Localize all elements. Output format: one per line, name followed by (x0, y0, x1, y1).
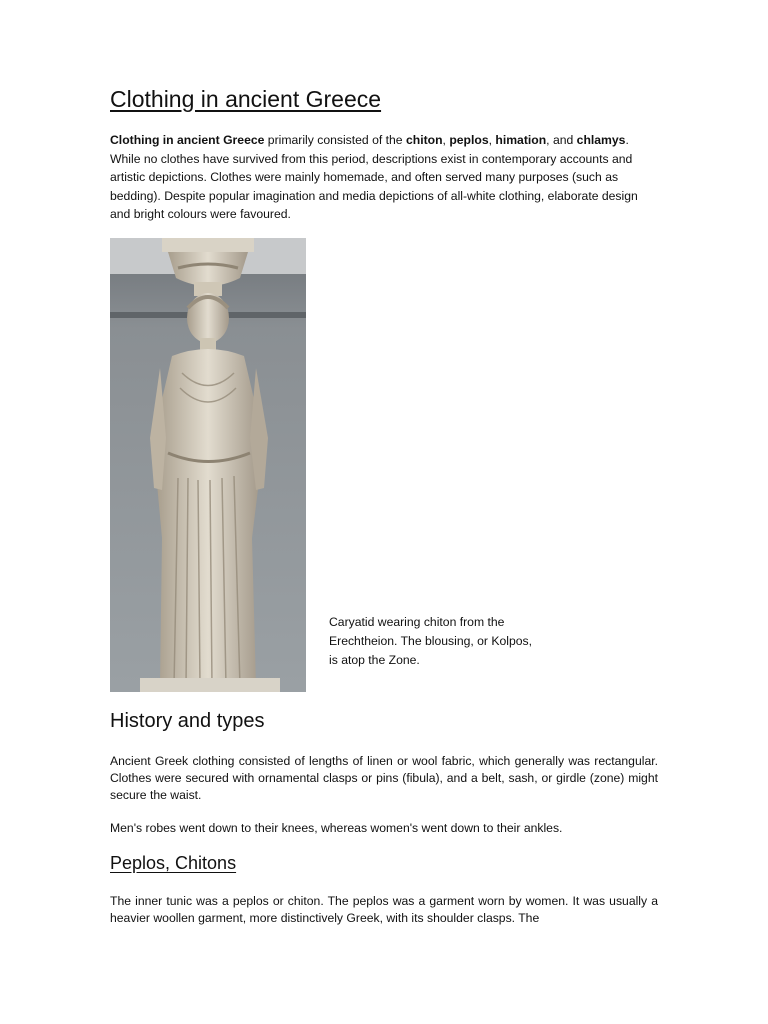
section-heading-history: History and types (110, 710, 265, 732)
figure-caption: Caryatid wearing chiton from the Erechtheion. The blousing, or Kolpos, is atop the Zone. (329, 615, 533, 667)
history-paragraph-2: Men's robes went down to their knees, whereas women's went down to their ankles. (110, 821, 563, 835)
intro-text-rest: . While no clothes have survived from this period, descriptions exist in contemporary accounts and artistic depictions. Clothes were mainly homemade, and often served many purposes (such as bedding). Despite popular imagination and media depictions of all-white clothing, elaborate design and bright colours were favoured. (110, 133, 638, 222)
intro-sep: , and (546, 133, 577, 147)
peplos-paragraph-1: The inner tunic was a peplos or chiton. The peplos was a garment worn by women. It was usually a heavier woollen garment, more distinctively Greek, with its shoulder clasps. The (110, 894, 658, 925)
history-paragraph-1: Ancient Greek clothing consisted of lengths of linen or wool fabric, which generally was rectangular. Clothes were secured with ornamental clasps or pins (fibula), and a belt, sash, or girdle (zone) might secure the waist. (110, 754, 658, 802)
caryatid-photo (110, 238, 306, 692)
term-peplos: peplos (449, 133, 489, 147)
term-chlamys: chlamys (576, 133, 626, 147)
intro-sep: , (442, 133, 450, 147)
intro-sep: , (488, 133, 496, 147)
intro-lead: Clothing in ancient Greece (110, 133, 265, 147)
section-heading-peplos: Peplos, Chitons (110, 853, 237, 873)
term-himation: himation (495, 133, 547, 147)
page-title: Clothing in ancient Greece (110, 86, 382, 112)
caryatid-statue-illustration (110, 238, 306, 692)
intro-text: primarily consisted of the (264, 133, 406, 147)
term-chiton: chiton (405, 133, 443, 147)
intro-paragraph (110, 131, 650, 224)
